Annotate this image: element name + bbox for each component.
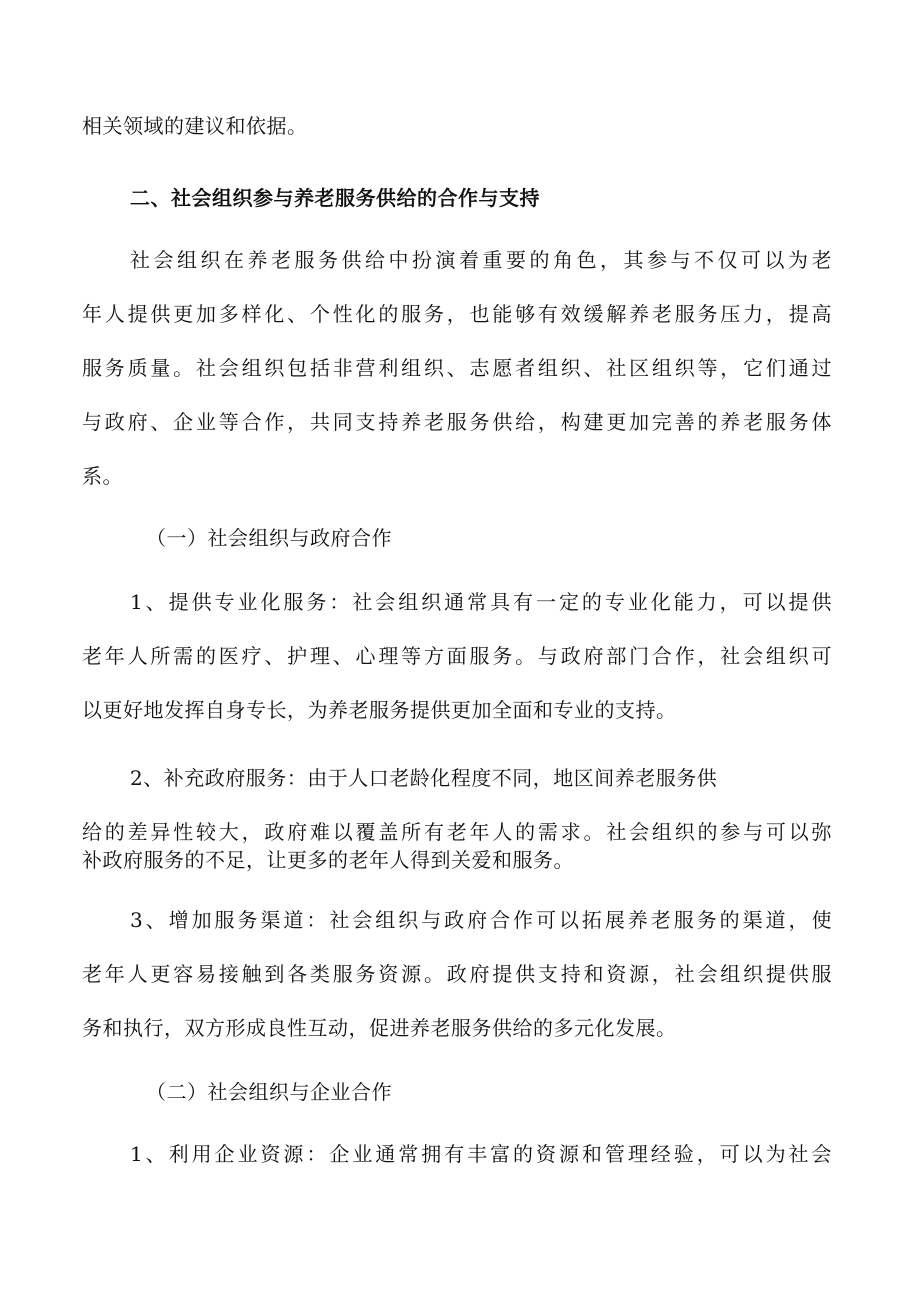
paragraph-line: 年人提供更加多样化、个性化的服务，也能够有效缓解养老服务压力，提高 <box>82 302 832 326</box>
paragraph-line: 2、补充政府服务：由于人口老龄化程度不同，地区间养老服务供 <box>130 766 718 790</box>
paragraph-line: 服务质量。社会组织包括非营利组织、志愿者组织、社区组织等，它们通过 <box>82 356 832 380</box>
paragraph-line: 社会组织在养老服务供给中扮演着重要的角色，其参与不仅可以为老 <box>130 248 832 272</box>
paragraph-line: 系。 <box>82 464 123 488</box>
paragraph-line: 补政府服务的不足，让更多的老年人得到关爱和服务。 <box>82 848 574 872</box>
paragraph-line: 1、利用企业资源：企业通常拥有丰富的资源和管理经验，可以为社会 <box>130 1142 832 1166</box>
paragraph-line: 给的差异性较大，政府难以覆盖所有老年人的需求。社会组织的参与可以弥 <box>82 820 832 844</box>
paragraph-line: 相关领域的建议和依据。 <box>82 114 308 138</box>
paragraph-line: 3、增加服务渠道：社会组织与政府合作可以拓展养老服务的渠道，使 <box>130 908 832 932</box>
subsection-heading: （二）社会组织与企业合作 <box>146 1080 392 1104</box>
paragraph-line: 老年人更容易接触到各类服务资源。政府提供支持和资源，社会组织提供服 <box>82 962 832 986</box>
section-heading: 二、社会组织参与养老服务供给的合作与支持 <box>130 186 540 210</box>
paragraph-line: 与政府、企业等合作，共同支持养老服务供给，构建更加完善的养老服务体 <box>82 410 832 434</box>
paragraph-line: 1、提供专业化服务：社会组织通常具有一定的专业化能力，可以提供 <box>130 590 832 614</box>
paragraph-line: 务和执行，双方形成良性互动，促进养老服务供给的多元化发展。 <box>82 1016 677 1040</box>
paragraph-line: 以更好地发挥自身专长，为养老服务提供更加全面和专业的支持。 <box>82 698 677 722</box>
subsection-heading: （一）社会组织与政府合作 <box>146 526 392 550</box>
paragraph-line: 老年人所需的医疗、护理、心理等方面服务。与政府部门合作，社会组织可 <box>82 644 832 668</box>
